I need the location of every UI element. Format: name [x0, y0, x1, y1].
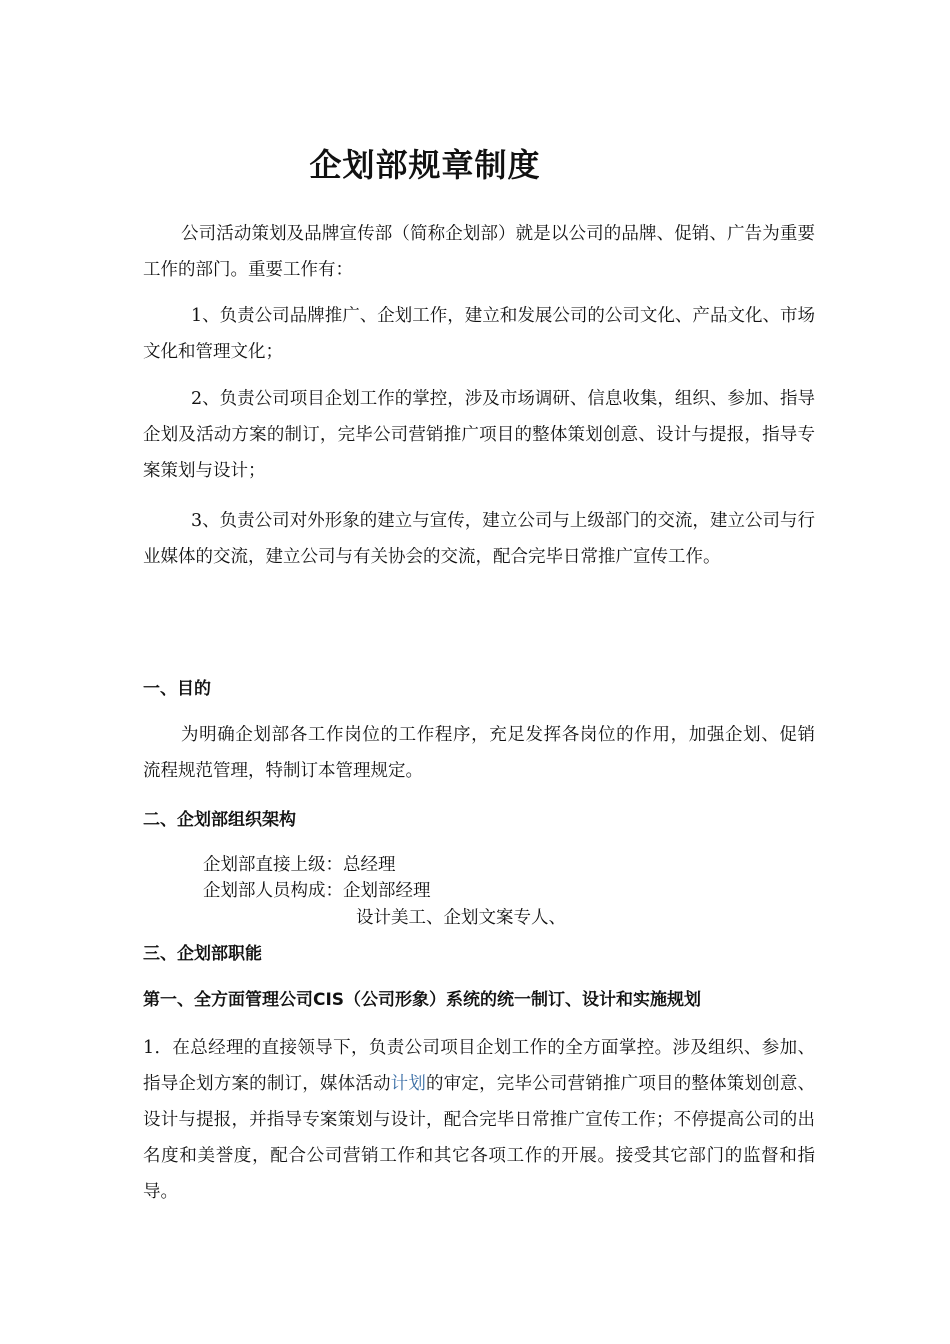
duty-item-3: 3、负责公司对外形象的建立与宣传，建立公司与上级部门的交流，建立公司与行业媒体的交流，建立公司与有关协会的交流，配合完毕日常推广宣传工作。: [143, 511, 815, 567]
org-superior-row: [203, 852, 396, 878]
duty-item-2: 2、负责公司项目企划工作的掌控，涉及市场调研、信息收集，组织、参加、指导企划及活动方案的制订，完毕公司营销推广项目的整体策划创意、设计与提报，指导专案策划与设计；: [143, 389, 815, 481]
plan-link[interactable]: 计划: [390, 1074, 427, 1094]
duty-item-1: 1、负责公司品牌推广、企划工作，建立和发展公司的公司文化、产品文化、市场文化和管理文化；: [143, 306, 815, 362]
org-superior-value: 总经理: [343, 855, 396, 875]
document-title: 企划部规章制度: [309, 146, 541, 184]
functions-item-1: [143, 1030, 815, 1210]
org-staff-row: [203, 878, 431, 904]
intro-paragraph: 公司活动策划及品牌宣传部（简称企划部）就是以公司的品牌、促销、广告为重要工作的部门。重要工作有：: [143, 224, 815, 280]
functions-item-1-text-after: 的审定，完毕公司营销推广项目的整体策划创意、设计与提报，并指导专案策划与设计，配合完毕日常推广宣传工作；不停提高公司的出名度和美誉度，配合公司营销工作和其它各项工作的开展。接受其它部门的监督和指导。: [143, 1074, 816, 1202]
section-org-heading: 二、企划部组织架构: [143, 810, 296, 830]
org-staff-value: 企划部经理: [343, 881, 431, 901]
section-functions-heading: 三、企划部职能: [143, 944, 262, 964]
org-staff-label: 企划部人员构成：: [203, 881, 343, 901]
functions-subheading: 第一、全方面管理公司CIS（公司形象）系统的统一制订、设计和实施规划: [143, 990, 702, 1010]
section-purpose-text: 为明确企划部各工作岗位的工作程序，充足发挥各岗位的作用，加强企划、促销 流程规范管理，特制订本管理规定。: [143, 725, 815, 781]
org-superior-label: 企划部直接上级：: [203, 855, 343, 875]
org-staff-value-2: 设计美工、企划文案专人、: [356, 908, 566, 928]
section-purpose-heading: 一、目的: [143, 679, 211, 699]
functions-item-1-text-before: 1．在总经理的直接领导下，负责公司项目企划工作的全方面掌控。涉及组织、参加、指导企划方案的制订，媒体活动: [143, 1038, 815, 1094]
